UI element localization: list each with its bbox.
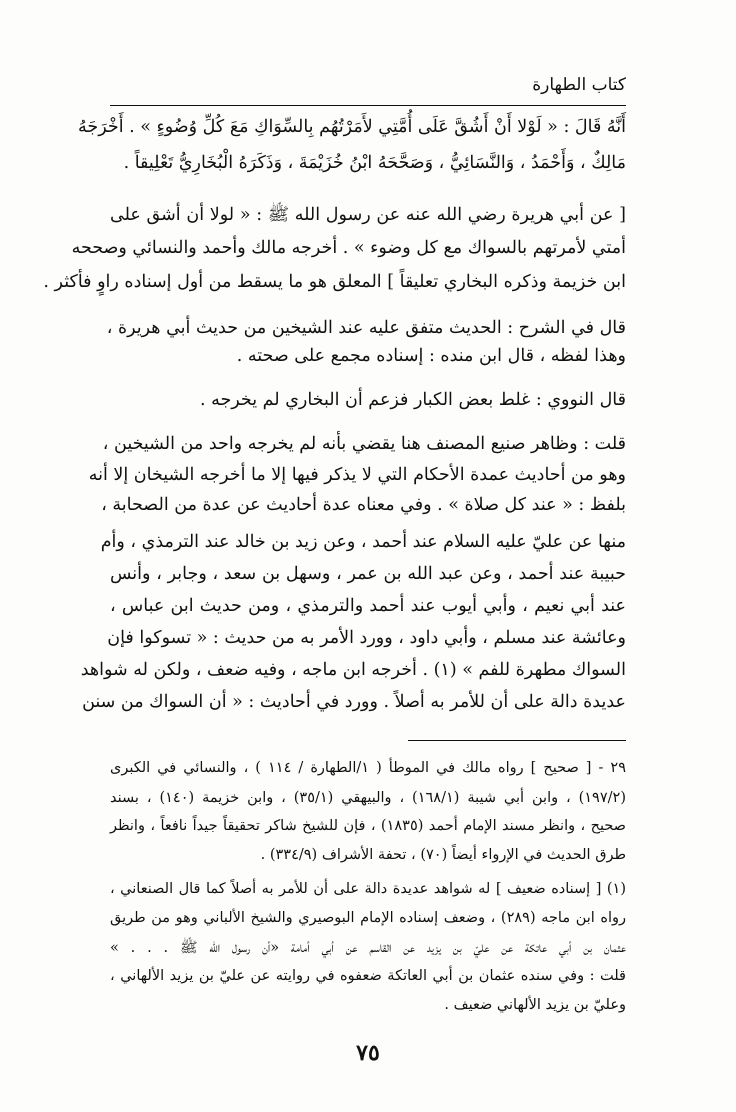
footnote-line: رواه ابن ماجه (٢٨٩) ، وضعف إسناده الإمام البوصيري والشيخ الألباني وهو من طريق [110, 910, 626, 926]
footnote-line: صحيح ، وانظر مسند الإمام أحمد (١٨٣٥) ، فإن للشيخ شاكر تحقيقاً جيداً نافعاً ، وانظر [110, 818, 626, 834]
body-line: وهو من أحاديث عمدة الأحكام التي لا يذكر فيها إلا ما أخرجه الشيخان إلا أنه [88, 465, 626, 485]
hadith-text-line: أَنَّهُ قَالَ : « لَوْلا أَنْ أَشُقَّ عَلَى أُمَّتِي لأَمَرْتُهُم بِالسِّوَاكِ مَعَ كُلِّ وُضُوءٍ » . أَخْرَجَهُ [78, 117, 626, 137]
footnote-line: (١٩٧/٢) ، وابن أبي شيبة (١٦٨/١) ، والبيهقي (٣٥/١) ، وابن خزيمة (١٤٠) ، بسند [110, 790, 626, 806]
header-rule [110, 105, 626, 106]
page-number: ٧٥ [356, 1040, 380, 1066]
body-line: قلت : وظاهر صنيع المصنف هنا يقضي بأنه لم يخرجه واحد من الشيخين ، [102, 434, 626, 454]
footnote-line: عثمان بن أبي عاتكة عن عليّ بن يزيد عن القاسم عن أبي أمامة «أن رسول الله ﷺ . . . » [110, 940, 626, 956]
body-line: منها عن عليّ عليه السلام عند أحمد ، وعن زيد بن خالد عند الترمذي ، وأم [100, 532, 626, 552]
footnote-separator [408, 740, 626, 741]
footnote-line: قلت : وفي سنده عثمان بن أبي العاتكة ضعفوه في روايته عن عليّ بن يزيد الألهاني ، [110, 968, 626, 984]
running-header: كتاب الطهارة [532, 75, 626, 95]
body-line: ابن خزيمة وذكره البخاري تعليقاً ] المعلق هو ما يسقط من أول إسناده راوٍ فأكثر . [43, 272, 626, 292]
body-line: [ عن أبي هريرة رضي الله عنه عن رسول الله ﷺ : « لولا أن أشق على [110, 205, 626, 225]
body-line: وهذا لفظه ، قال ابن منده : إسناده مجمع على صحته . [236, 346, 626, 366]
body-line: عديدة دالة على أن للأمر به أصلاً . وورد في أحاديث : « أن السواك من سنن [82, 692, 626, 712]
body-line: قال في الشرح : الحديث متفق عليه عند الشيخين من حديث أبي هريرة ، [106, 318, 626, 338]
body-line: حبيبة عند أحمد ، وعن عبد الله بن عمر ، وسهل بن سعد ، وجابر ، وأنس [110, 564, 626, 584]
footnote-line: وعليّ بن يزيد الألهاني ضعيف . [444, 997, 626, 1013]
footnote-line: طرق الحديث في الإرواء أيضاً (٧٠) ، تحفة الأشراف (٣٣٤/٩) . [260, 847, 626, 863]
body-line: بلفظ : « عند كل صلاة » . وفي معناه عدة أحاديث عن عدة من الصحابة ، [101, 495, 626, 515]
body-line: أمتي لأمرتهم بالسواك مع كل وضوء » . أخرجه مالك وأحمد والنسائي وصححه [71, 238, 626, 258]
hadith-text-line: مَالِكٌ ، وَأَحْمَدُ ، وَالنَّسَائِيُّ ، وَصَحَّحَهُ ابْنُ خُزَيْمَةَ ، وَذَكَرَهُ الْبُخَارِيُّ تَعْلِيقاً . [123, 153, 626, 173]
footnote-line: (١) [ إسناده ضعيف ] له شواهد عديدة دالة على أن للأمر به أصلاً كما قال الصنعاني ، [110, 881, 626, 897]
body-line: وعائشة عند مسلم ، وأبي داود ، وورد الأمر به من حديث : « تسوكوا فإن [107, 628, 626, 648]
footnote-line: ٢٩ - [ صحيح ] رواه مالك في الموطأ ( ١/الطهارة / ١١٤ ) ، والنسائي في الكبرى [110, 760, 626, 776]
body-line: قال النووي : غلط بعض الكبار فزعم أن البخاري لم يخرجه . [199, 390, 626, 410]
body-line: السواك مطهرة للفم » (١) . أخرجه ابن ماجه ، وفيه ضعف ، ولكن له شواهد [80, 660, 626, 680]
body-line: عند أبي نعيم ، وأبي أيوب عند أحمد والترمذي ، ومن حديث ابن عباس ، [110, 596, 626, 616]
